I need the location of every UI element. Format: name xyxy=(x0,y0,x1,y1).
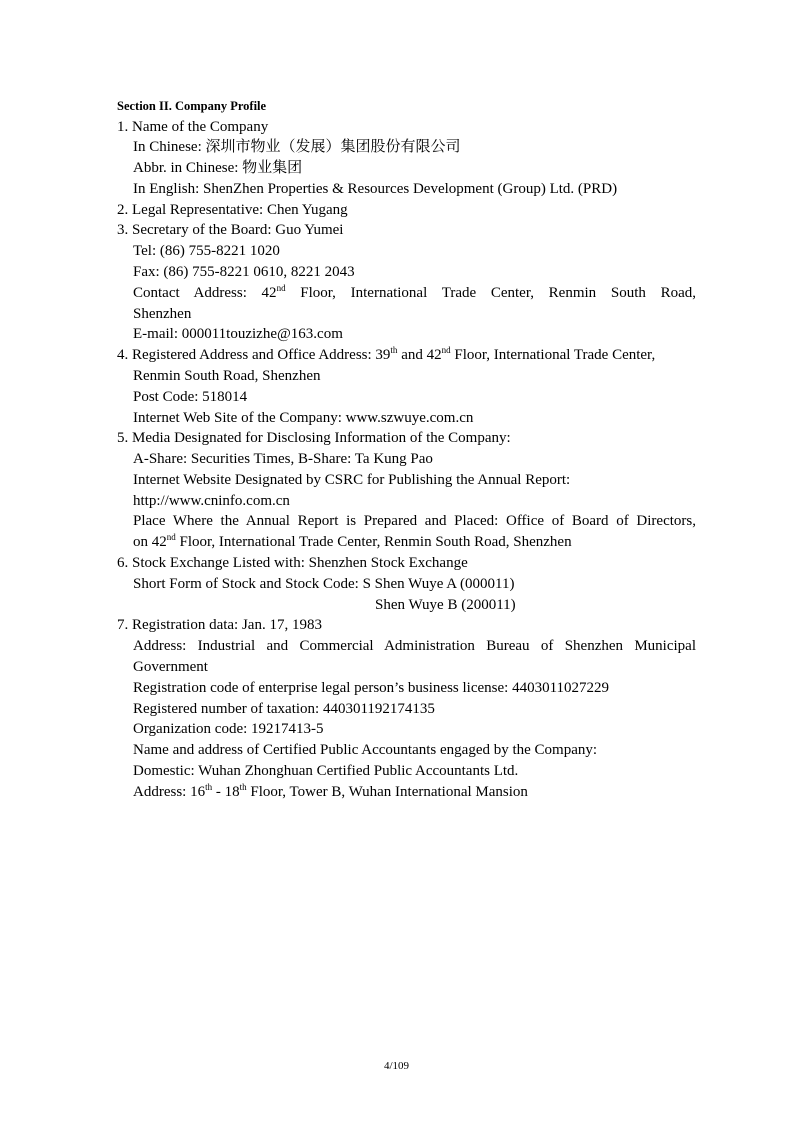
item-3-secretary: 3. Secretary of the Board: Guo Yumei xyxy=(117,222,344,238)
superscript: th xyxy=(239,782,247,792)
report-place-line2 xyxy=(133,533,572,551)
contact-address-line2: Shenzhen xyxy=(133,306,192,322)
csrc-website-url: http://www.cninfo.com.cn xyxy=(133,493,290,509)
contact-address-rest: Floor, International Trade Center, Renmin South Road, xyxy=(285,285,696,301)
reg-address-rest: Floor, International Trade Center, xyxy=(450,347,656,363)
business-license-code: Registration code of enterprise legal person’s business license: 4403011027229 xyxy=(133,680,610,696)
superscript: th xyxy=(390,345,398,355)
reg-address-line2: Renmin South Road, Shenzhen xyxy=(133,368,321,384)
chinese-abbr: Abbr. in Chinese: 物业集团 xyxy=(133,160,303,176)
superscript: nd xyxy=(166,532,176,542)
post-code: Post Code: 518014 xyxy=(133,389,248,405)
report-place-line1: Place Where the Annual Report is Prepared and Placed: Office of Board of Directors, xyxy=(133,513,696,529)
stock-code-a: Short Form of Stock and Stock Code: S Shen Wuye A (000011) xyxy=(133,576,515,592)
csrc-website-label: Internet Website Designated by CSRC for Publishing the Annual Report: xyxy=(133,472,571,488)
reg-address-prefix: 4. Registered Address and Office Address: 39 xyxy=(117,347,391,363)
cpa-address-prefix: Address: 16 xyxy=(133,784,206,800)
tel: Tel: (86) 755-8221 1020 xyxy=(133,243,280,259)
item-2-legal-representative: 2. Legal Representative: Chen Yugang xyxy=(117,202,348,218)
cpa-address xyxy=(133,783,528,801)
registration-address-line2: Government xyxy=(133,659,208,675)
item-5-media: 5. Media Designated for Disclosing Information of the Company: xyxy=(117,430,511,446)
english-name: In English: ShenZhen Properties & Resources Development (Group) Ltd. (PRD) xyxy=(133,181,618,197)
report-place-prefix: on 42 xyxy=(133,534,167,550)
media-newspapers: A-Share: Securities Times, B-Share: Ta Kung Pao xyxy=(133,451,433,467)
contact-address xyxy=(133,284,696,302)
page-number: 4/109 xyxy=(383,1060,410,1072)
section-title: Section II. Company Profile xyxy=(117,99,267,113)
fax: Fax: (86) 755-8221 0610, 8221 2043 xyxy=(133,264,355,280)
company-website: Internet Web Site of the Company: www.szwuye.com.cn xyxy=(133,410,474,426)
stock-code-b: Shen Wuye B (200011) xyxy=(375,597,516,613)
superscript: nd xyxy=(441,345,451,355)
superscript: th xyxy=(205,782,213,792)
chinese-name: In Chinese: 深圳市物业（发展）集团股份有限公司 xyxy=(133,139,461,155)
contact-address-prefix: Contact Address: 42 xyxy=(133,285,277,301)
cpa-label: Name and address of Certified Public Accountants engaged by the Company: xyxy=(133,742,598,758)
report-place-rest: Floor, International Trade Center, Renmin South Road, Shenzhen xyxy=(175,534,572,550)
taxation-number: Registered number of taxation: 440301192174135 xyxy=(133,701,435,717)
registration-address-line1: Address: Industrial and Commercial Administration Bureau of Shenzhen Municipal xyxy=(133,638,696,654)
superscript: nd xyxy=(276,283,286,293)
email: E-mail: 000011touzizhe@163.com xyxy=(133,326,343,342)
item-4-registered-address xyxy=(117,346,655,364)
item-6-stock-exchange: 6. Stock Exchange Listed with: Shenzhen Stock Exchange xyxy=(117,555,468,571)
reg-address-mid: and 42 xyxy=(397,347,442,363)
item-7-registration-date: 7. Registration data: Jan. 17, 1983 xyxy=(117,617,322,633)
cpa-address-rest: Floor, Tower B, Wuhan International Mansion xyxy=(246,784,528,800)
organization-code: Organization code: 19217413-5 xyxy=(133,721,324,737)
cpa-domestic: Domestic: Wuhan Zhonghuan Certified Public Accountants Ltd. xyxy=(133,763,519,779)
item-1-heading: 1. Name of the Company xyxy=(117,119,269,135)
cpa-address-mid: - 18 xyxy=(212,784,240,800)
